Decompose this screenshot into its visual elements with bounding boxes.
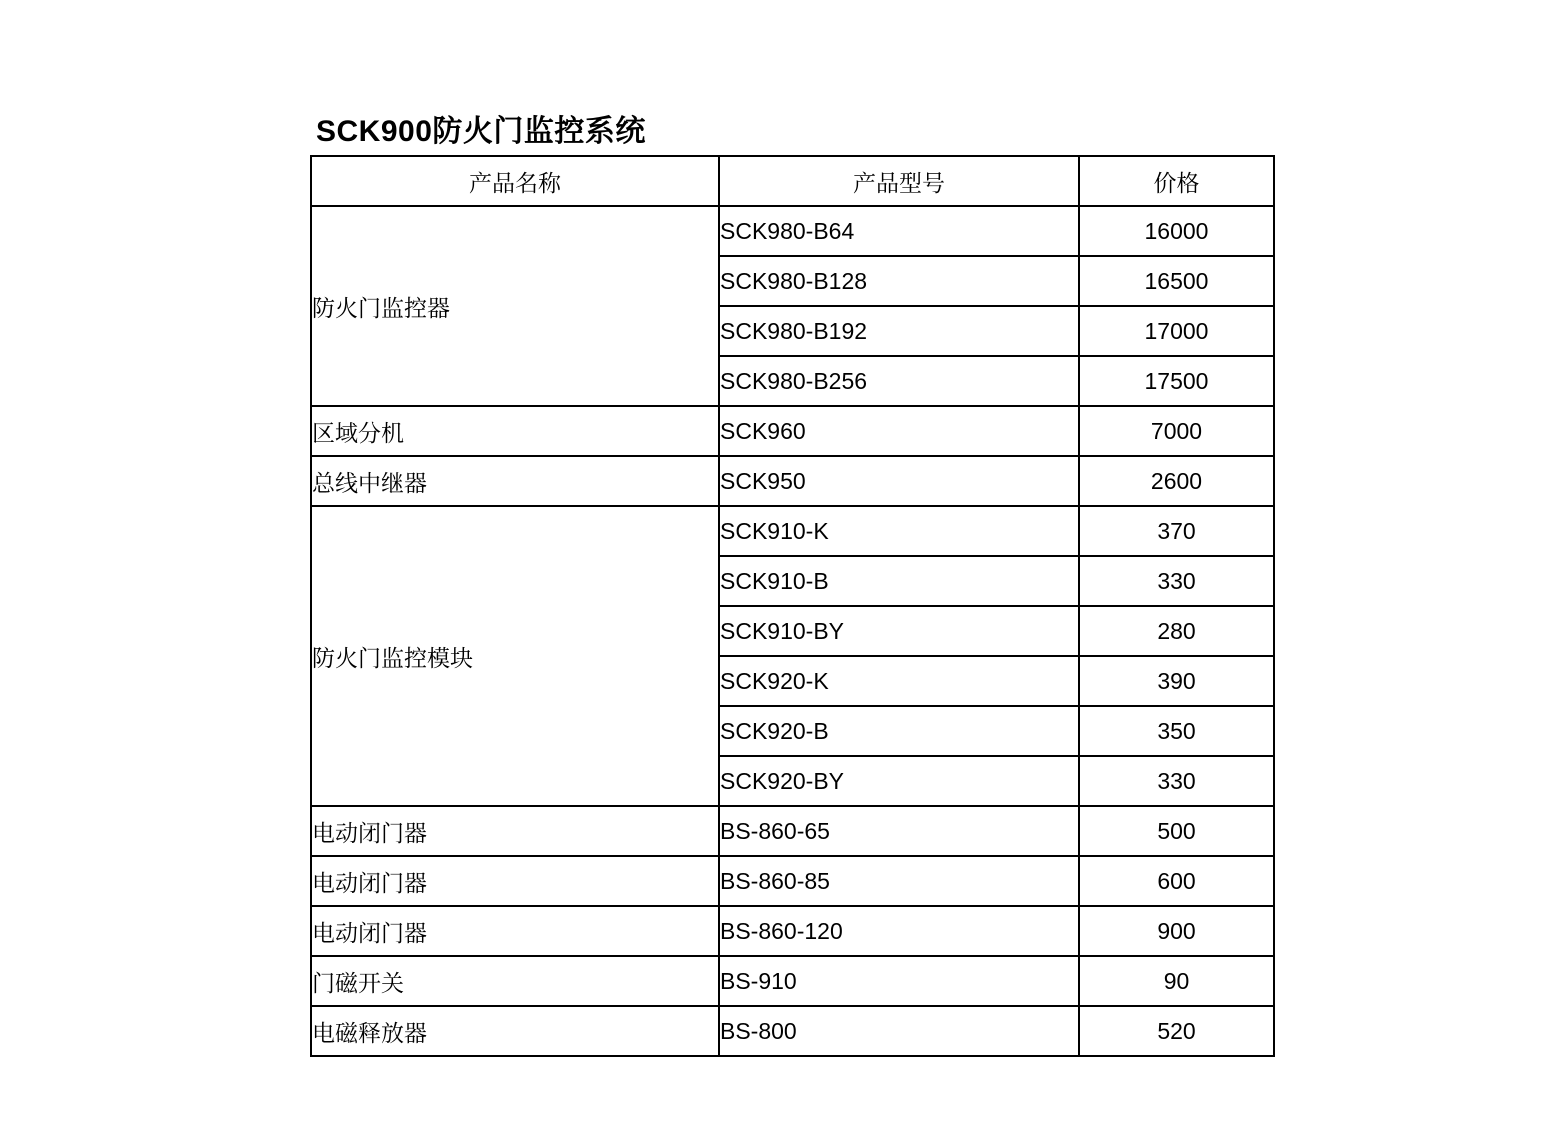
product-model-cell: SCK920-BY xyxy=(719,756,1079,806)
product-price-cell: 600 xyxy=(1079,856,1274,906)
product-price-cell: 280 xyxy=(1079,606,1274,656)
table-row xyxy=(311,956,1274,1006)
product-name-cell: 区域分机 xyxy=(311,406,719,456)
table-row xyxy=(311,856,1274,906)
product-model-cell: SCK980-B192 xyxy=(719,306,1079,356)
product-model-cell: SCK920-B xyxy=(719,706,1079,756)
table-row xyxy=(311,806,1274,856)
product-model-cell: SCK920-K xyxy=(719,656,1079,706)
product-model-cell: BS-860-65 xyxy=(719,806,1079,856)
page-title: SCK900防火门监控系统 xyxy=(316,115,646,148)
product-model-cell: SCK960 xyxy=(719,406,1079,456)
product-price-cell: 17000 xyxy=(1079,306,1274,356)
product-model-cell: SCK980-B128 xyxy=(719,256,1079,306)
product-price-table xyxy=(310,155,1275,1057)
product-price-cell: 7000 xyxy=(1079,406,1274,456)
product-model-cell: SCK910-B xyxy=(719,556,1079,606)
product-model-cell: SCK910-BY xyxy=(719,606,1079,656)
product-price-cell: 900 xyxy=(1079,906,1274,956)
product-model-cell: BS-800 xyxy=(719,1006,1079,1056)
product-name-cell: 电动闭门器 xyxy=(311,856,719,906)
product-name-cell: 电动闭门器 xyxy=(311,806,719,856)
product-model-cell: BS-910 xyxy=(719,956,1079,1006)
table-row xyxy=(311,906,1274,956)
product-model-cell: SCK910-K xyxy=(719,506,1079,556)
product-model-cell: SCK950 xyxy=(719,456,1079,506)
product-model-cell: SCK980-B64 xyxy=(719,206,1079,256)
product-price-cell: 330 xyxy=(1079,756,1274,806)
product-name-cell: 防火门监控器 xyxy=(311,206,719,406)
product-name-cell: 电磁释放器 xyxy=(311,1006,719,1056)
product-price-cell: 330 xyxy=(1079,556,1274,606)
column-header-product-name: 产品名称 xyxy=(311,156,719,206)
product-price-cell: 370 xyxy=(1079,506,1274,556)
product-price-cell: 16000 xyxy=(1079,206,1274,256)
product-name-cell: 总线中继器 xyxy=(311,456,719,506)
table-body xyxy=(311,206,1274,1056)
product-price-cell: 350 xyxy=(1079,706,1274,756)
product-price-cell: 390 xyxy=(1079,656,1274,706)
product-price-cell: 16500 xyxy=(1079,256,1274,306)
table-header xyxy=(311,156,1274,206)
table-row xyxy=(311,456,1274,506)
product-price-cell: 17500 xyxy=(1079,356,1274,406)
product-model-cell: SCK980-B256 xyxy=(719,356,1079,406)
product-name-cell: 防火门监控模块 xyxy=(311,506,719,806)
table-row xyxy=(311,206,1274,256)
column-header-product-model: 产品型号 xyxy=(719,156,1079,206)
product-name-cell: 门磁开关 xyxy=(311,956,719,1006)
product-model-cell: BS-860-85 xyxy=(719,856,1079,906)
table-row xyxy=(311,506,1274,556)
product-price-cell: 520 xyxy=(1079,1006,1274,1056)
table-header-row xyxy=(311,156,1274,206)
product-model-cell: BS-860-120 xyxy=(719,906,1079,956)
table-row xyxy=(311,1006,1274,1056)
product-name-cell: 电动闭门器 xyxy=(311,906,719,956)
product-price-cell: 500 xyxy=(1079,806,1274,856)
table-row xyxy=(311,406,1274,456)
product-price-cell: 2600 xyxy=(1079,456,1274,506)
column-header-price: 价格 xyxy=(1079,156,1274,206)
product-price-cell: 90 xyxy=(1079,956,1274,1006)
